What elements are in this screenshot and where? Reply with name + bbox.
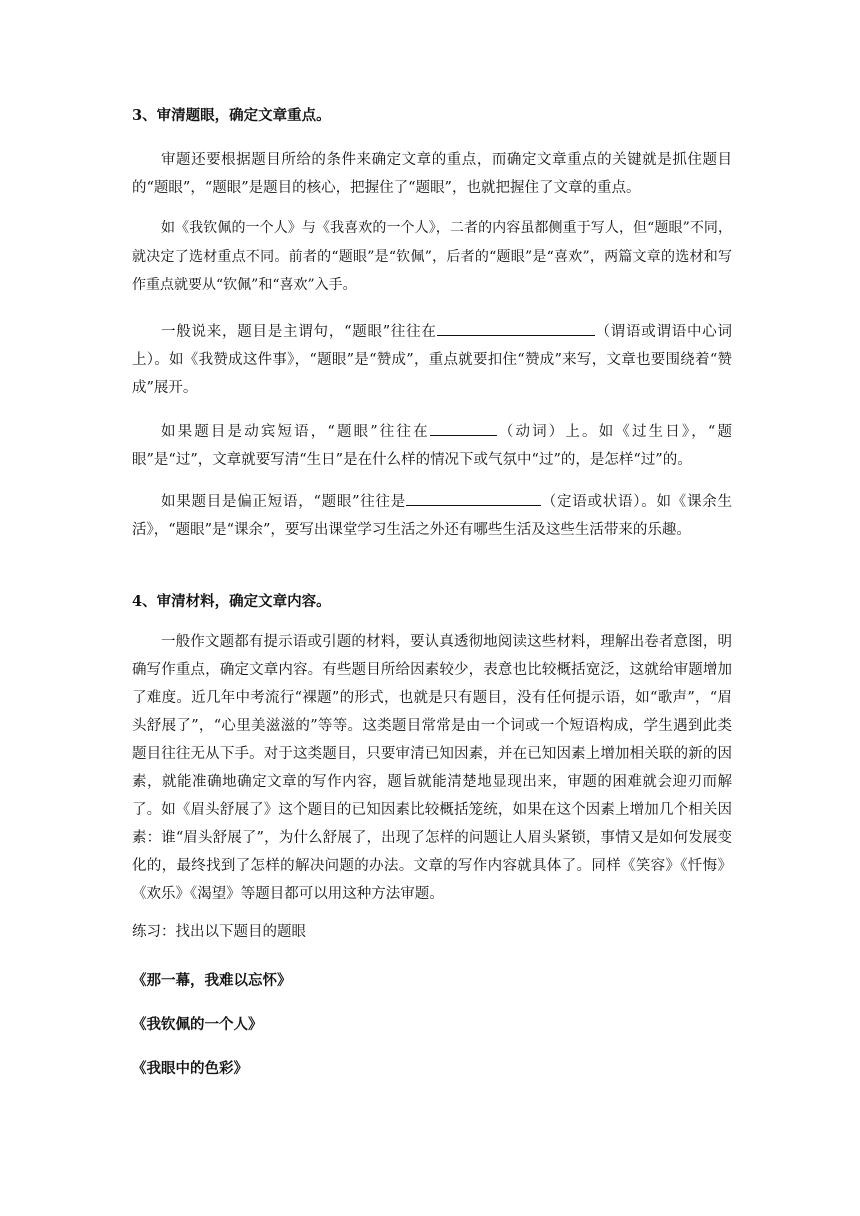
paragraph-5-text-before: 如果题目是偏正短语，“题眼”往往是 — [161, 494, 407, 510]
section-3-paragraph-1: 审题还要根据题目所给的条件来确定文章的重点，而确定文章重点的关键就是抓住题目的“题眼”，“题眼”是题目的核心，把握住了“题眼”，也就把握住了文章的重点。 — [132, 152, 732, 196]
paragraph-4-text-after: （动词）上。如《过生日》，“题眼”是“过”，文章就要写清“生日”是在什么样的情况下或气氛中“过”的，是怎样“过”的。 — [132, 424, 732, 468]
practice-title-2: 《我钦佩的一个人》 — [132, 1016, 263, 1033]
paragraph-4-text-before: 如果题目是动宾短语，“题眼”往往在 — [161, 424, 430, 440]
section-4-heading: 4、审清材料，确定文章内容。 — [132, 593, 331, 610]
section-3-paragraph-4 — [132, 418, 732, 474]
practice-title-3: 《我眼中的色彩》 — [132, 1060, 248, 1077]
paragraph-3-text-before: 一般说来，题目是主谓句，“题眼”往往在 — [161, 324, 437, 340]
practice-title-1: 《那一幕，我难以忘怀》 — [132, 972, 292, 989]
paragraph-3-text-after: （谓语或谓语中心词上）。如《我赞成这件事》，“题眼”是“赞成”，重点就要扣住“赞成”来写，文章也要围绕着“赞成”展开。 — [132, 324, 733, 396]
fill-blank-2[interactable] — [430, 421, 497, 436]
section-3-paragraph-2: 如《我钦佩的一个人》与《我喜欢的一个人》，二者的内容虽都侧重于写人，但“题眼”不同，就决定了选材重点不同。前者的“题眼”是“钦佩”，后者的“题眼”是“喜欢”，两篇文章的选材和写作重点就要从“钦佩”和“喜欢”入手。 — [132, 220, 732, 293]
section-3-heading: 3、审清题眼，确定文章重点。 — [132, 107, 331, 124]
fill-blank-1[interactable] — [437, 321, 595, 336]
section-4-paragraph-1: 一般作文题都有提示语或引题的材料，要认真透彻地阅读这些材料，理解出卷者意图，明确写作重点，确定文章内容。有些题目所给因素较少，表意也比较概括宽泛，这就给审题增加了难度。近几年中考流行“裸题”的形式，也就是只有题目，没有任何提示语，如“歌声”，“眉头舒展了”，“心里美滋滋的”等等。这类题目常常是由一个词或一个短语构成，学生遇到此类题目往往无从下手。对于这类题目，只要审清已知因素，并在已知因素上增加相关联的新的因素，就能准确地确定文章的写作内容，题旨就能清楚地显现出来，审题的困难就会迎刃而解了。如《眉头舒展了》这个题目的已知因素比较概括笼统，如果在这个因素上增加几个相关因素：谁“眉头舒展了”，为什么舒展了，出现了怎样的问题让人眉头紧锁，事情又是如何发展变化的，最终找到了怎样的解决问题的办法。文章的写作内容就具体了。同样《笑容》《忏悔》《欢乐》《渴望》等题目都可以用这种方法审题。 — [132, 634, 732, 902]
fill-blank-3[interactable] — [406, 491, 541, 506]
section-3-paragraph-3 — [132, 318, 732, 402]
section-3-paragraph-5 — [132, 488, 732, 544]
paragraph-5-text-after: （定语或状语）。如《课余生活》，“题眼”是“课余”，要写出课堂学习生活之外还有哪些生活及这些生活带来的乐趣。 — [132, 494, 732, 538]
practice-label: 练习：找出以下题目的题眼 — [132, 924, 306, 940]
